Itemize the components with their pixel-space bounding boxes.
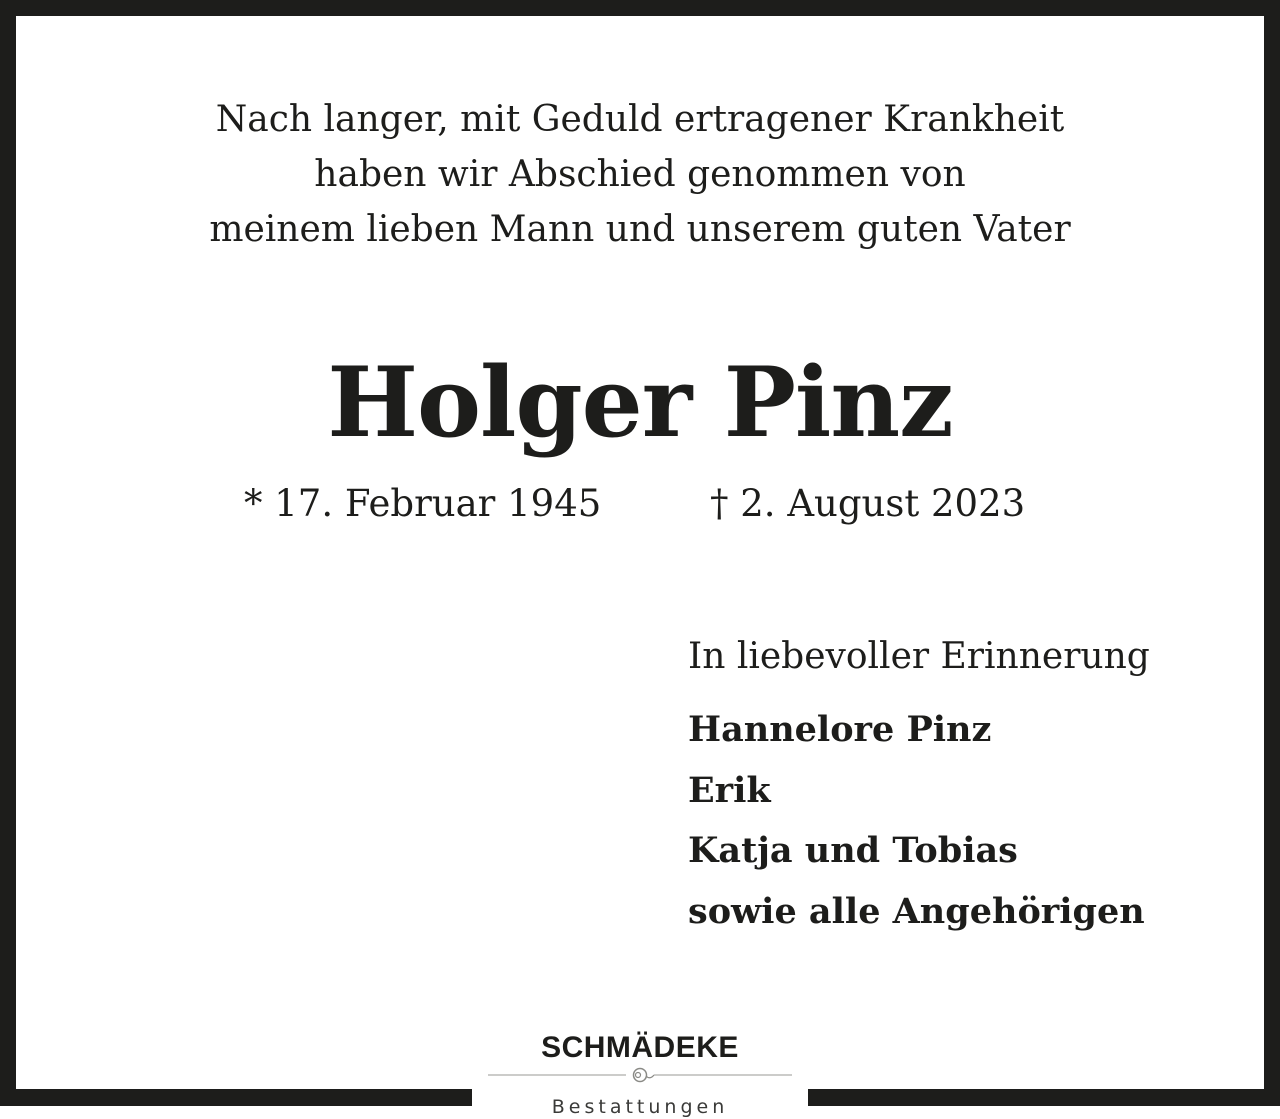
mourner-name: sowie alle Angehörigen	[688, 890, 1145, 932]
logo-name: SCHMÄDEKE	[541, 1031, 739, 1064]
mourner-name: Katja und Tobias	[688, 830, 1018, 871]
intro-line: meinem lieben Mann und unserem guten Vater	[209, 209, 1071, 250]
intro-line: haben wir Abschied genommen von	[314, 154, 966, 195]
memory-line: In liebevoller Erinnerung	[688, 636, 1150, 677]
intro-text	[0, 92, 1280, 257]
mourner-name: Hannelore Pinz	[688, 709, 992, 750]
border-top	[0, 0, 1280, 16]
funeral-home-logo	[472, 1025, 808, 1118]
death-date: † 2. August 2023	[710, 482, 1026, 525]
mourners-list	[688, 700, 1145, 942]
logo-ornament-icon	[488, 1067, 792, 1083]
birth-date: * 17. Februar 1945	[244, 482, 602, 525]
deceased-name: Holger Pinz	[327, 346, 953, 459]
border-bottom-left	[0, 1089, 472, 1106]
border-bottom-right	[808, 1089, 1280, 1106]
intro-line: Nach langer, mit Geduld ertragener Krankheit	[215, 99, 1065, 140]
mourner-name: Erik	[688, 769, 771, 811]
logo-subtitle: Bestattungen	[551, 1096, 729, 1118]
